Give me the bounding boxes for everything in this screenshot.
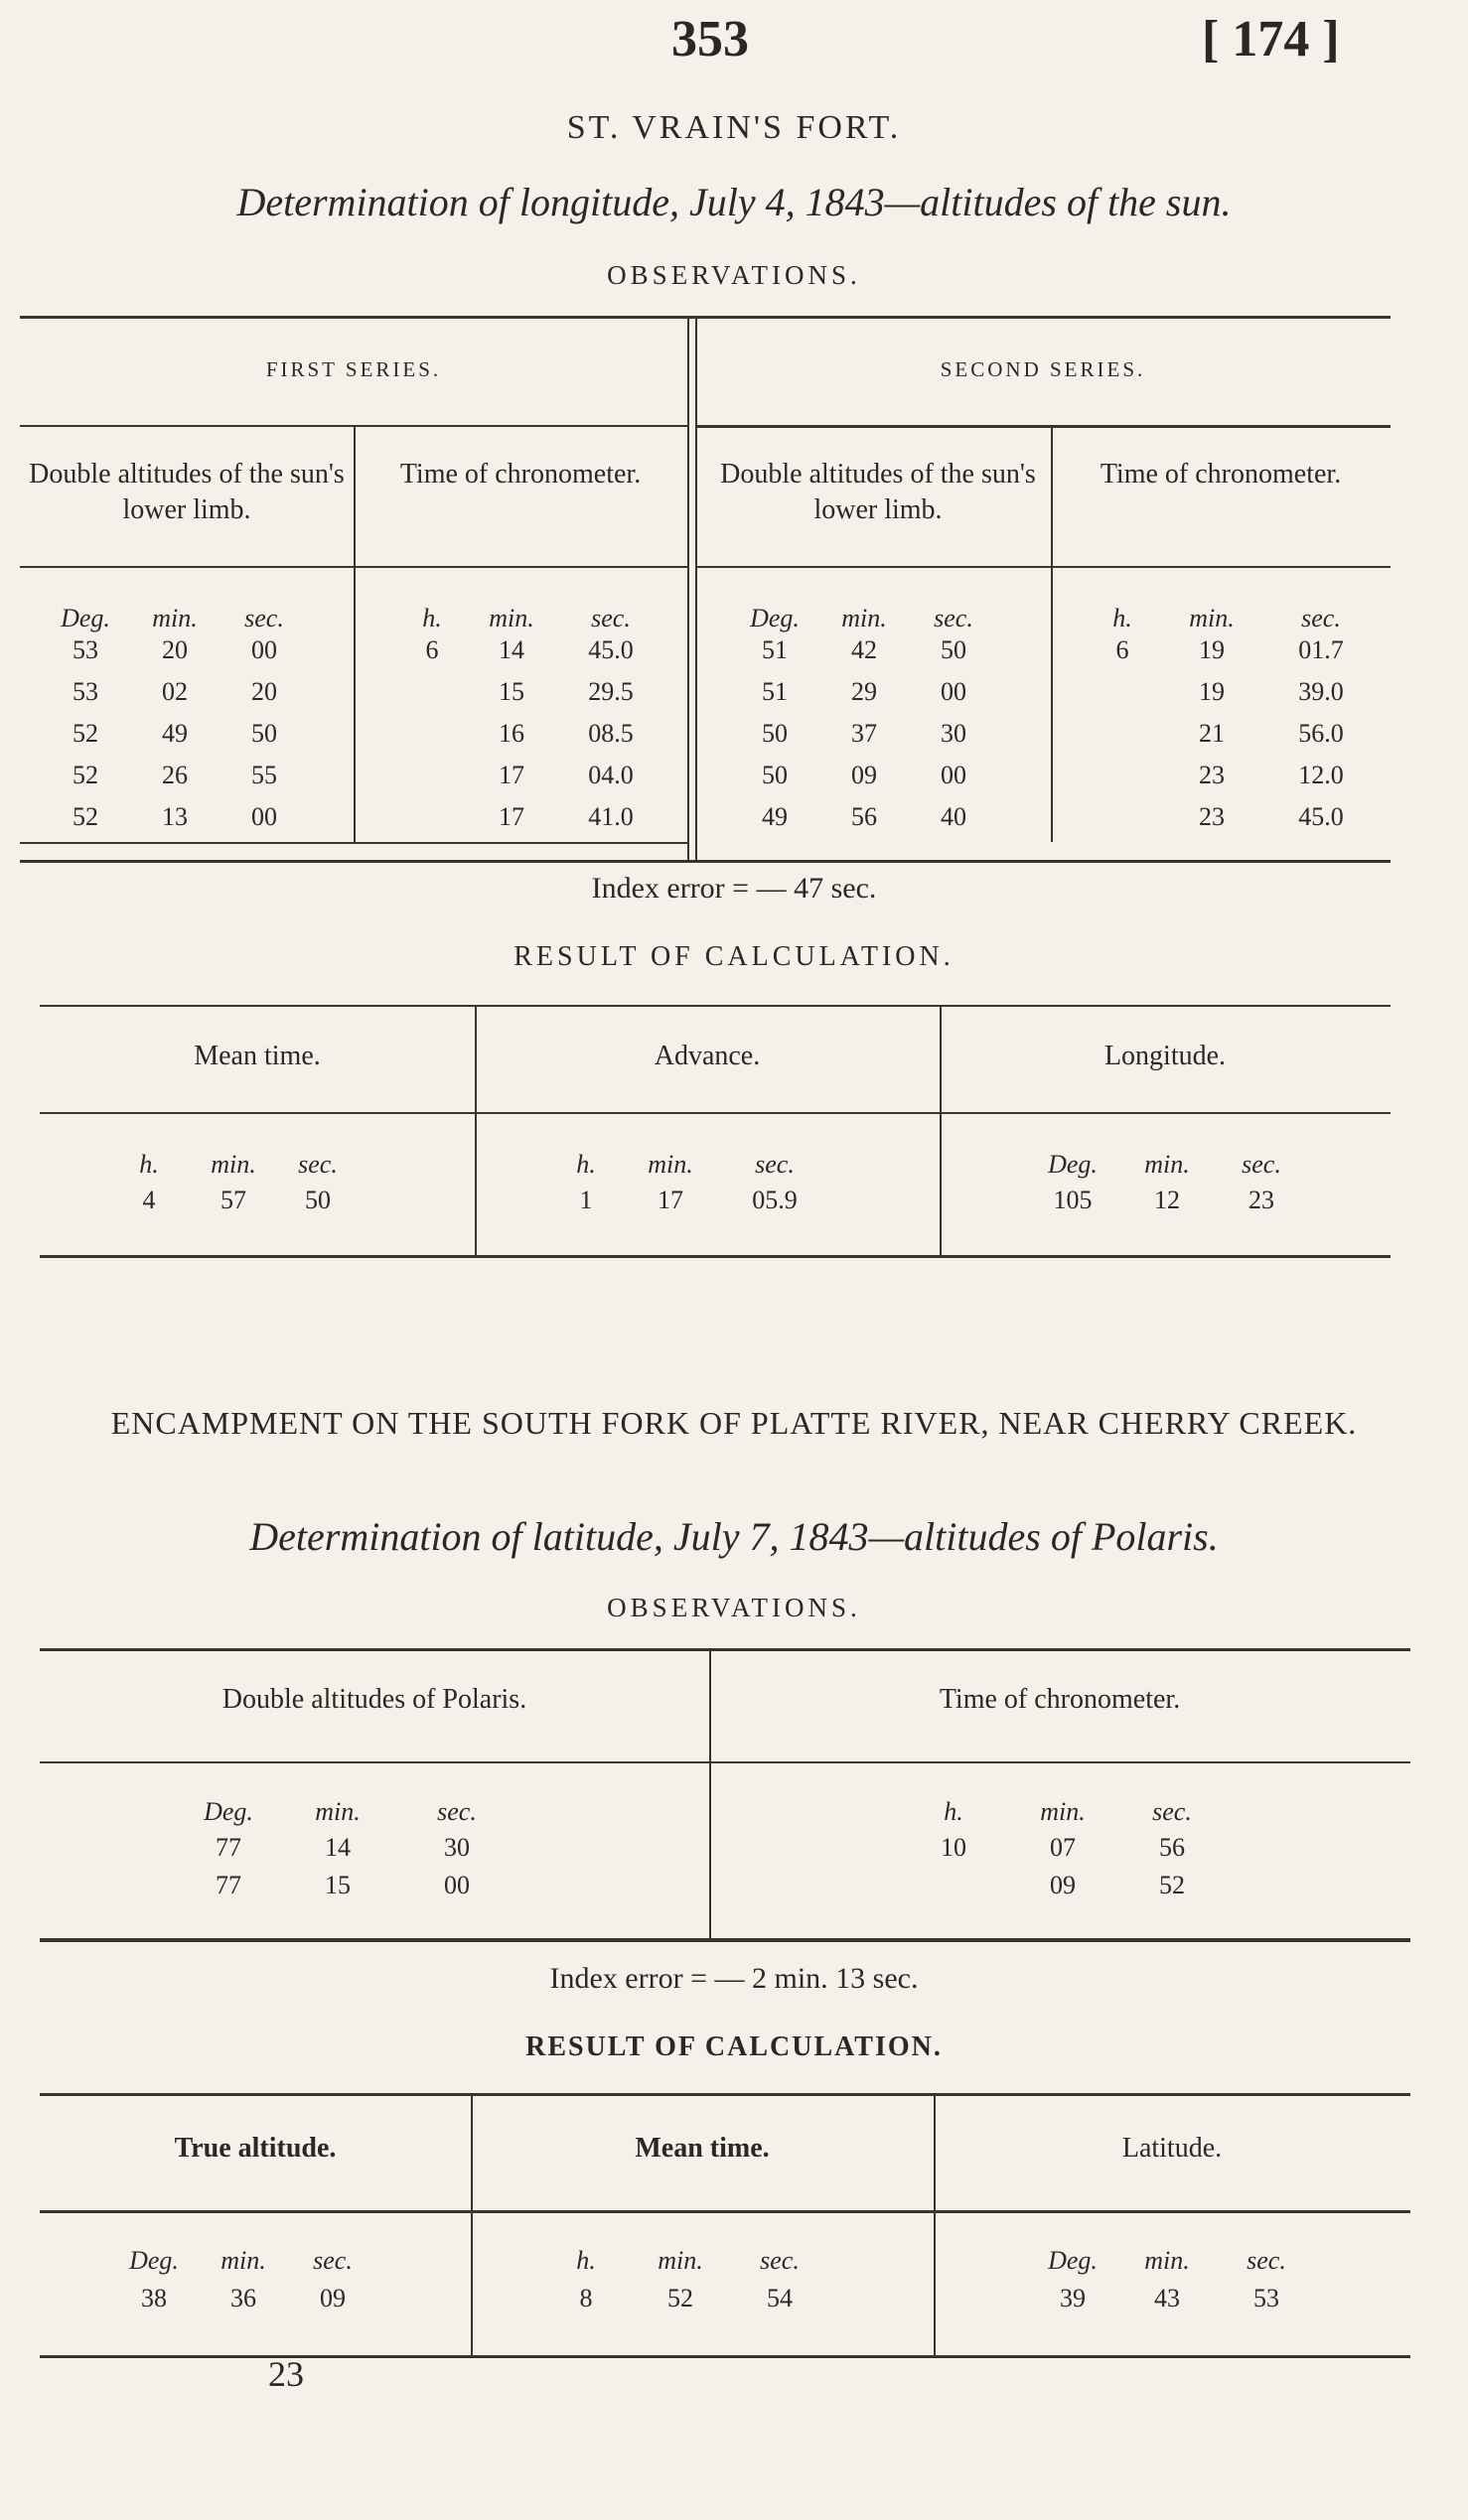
first-time-value: 29.5 [588, 677, 634, 706]
index-error-2: Index error = — 2 min. 13 sec. [549, 1962, 919, 1995]
header-polaris-altitudes: Double altitudes of Polaris. [221, 1684, 527, 1715]
second-time-value: 01.7 [1298, 635, 1344, 664]
first-series-label: FIRST SERIES. [265, 357, 442, 381]
result-header-longitude: Longitude. [1103, 1041, 1227, 1071]
second-time-value: 23 [1199, 761, 1225, 789]
result-value: 17 [658, 1186, 683, 1214]
second-altitude-value: 00 [941, 761, 966, 789]
result-header-mean-time: Mean time. [635, 2133, 770, 2164]
unit-deg: Deg. [61, 604, 110, 632]
second-altitude-value: 51 [762, 635, 788, 664]
result-value: 12 [1154, 1186, 1180, 1214]
place-heading-2: ENCAMPMENT ON THE SOUTH FORK OF PLATTE RIVER, NEAR CHERRY CREEK. [110, 1405, 1358, 1441]
second-altitude-value: 50 [941, 635, 966, 664]
header-polaris-times: Time of chronometer. [939, 1684, 1181, 1715]
result-value: 57 [220, 1186, 246, 1214]
header-first-times: Time of chronometer. [399, 459, 642, 490]
result-header-latitude: Latitude. [1121, 2133, 1223, 2164]
unit-sec: sec. [1301, 604, 1341, 632]
unit-min: min. [152, 604, 198, 632]
result-unit: min. [220, 2246, 266, 2275]
result-value: 1 [579, 1186, 593, 1214]
unit-deg: Deg. [750, 604, 800, 632]
second-time-value: 19 [1199, 635, 1225, 664]
unit-sec: sec. [244, 604, 284, 632]
result-value: 53 [1253, 2284, 1279, 2312]
polaris-altitude-value: 77 [216, 1871, 241, 1899]
result-unit: Deg. [129, 2246, 179, 2275]
result-value: 4 [142, 1186, 156, 1214]
second-altitude-value: 50 [762, 761, 788, 789]
second-time-value: 56.0 [1298, 719, 1344, 748]
result-unit: h. [576, 1150, 596, 1179]
first-altitude-value: 20 [251, 677, 277, 706]
first-altitude-value: 50 [251, 719, 277, 748]
unit-sec: sec. [591, 604, 631, 632]
second-altitude-value: 56 [851, 802, 877, 831]
first-time-value: 17 [499, 802, 524, 831]
first-time-value: 04.0 [588, 761, 634, 789]
result-unit: Deg. [1048, 1150, 1098, 1179]
result-header-true-altitude: True altitude. [174, 2133, 337, 2164]
second-time-value: 21 [1199, 719, 1225, 748]
first-altitude-value: 00 [251, 802, 277, 831]
first-time-value: 45.0 [588, 635, 634, 664]
result-unit: sec. [298, 1150, 338, 1179]
result-unit: sec. [755, 1150, 795, 1179]
second-altitude-value: 09 [851, 761, 877, 789]
result-value: 8 [579, 2284, 593, 2312]
polaris-altitude-value: 00 [444, 1871, 470, 1899]
first-altitude-value: 00 [251, 635, 277, 664]
first-altitude-value: 02 [162, 677, 188, 706]
first-time-value: 15 [499, 677, 524, 706]
first-altitude-value: 53 [73, 635, 98, 664]
page-number-right: [ 174 ] [1202, 11, 1340, 68]
second-time-value: 19 [1199, 677, 1225, 706]
first-altitude-value: 52 [73, 761, 98, 789]
result-value: 50 [305, 1186, 331, 1214]
result-value: 39 [1060, 2284, 1086, 2312]
unit-sec: sec. [934, 604, 973, 632]
second-altitude-value: 30 [941, 719, 966, 748]
polaris-time-value: 09 [1050, 1871, 1076, 1899]
result-unit: min. [648, 1150, 693, 1179]
result-value: 54 [767, 2284, 793, 2312]
second-altitude-value: 40 [941, 802, 966, 831]
unit-min: min. [1189, 604, 1235, 632]
header-first-altitudes: Double altitudes of the sun's lower limb. [29, 459, 345, 526]
unit-h: h. [422, 604, 442, 632]
second-altitude-value: 51 [762, 677, 788, 706]
result-value: 43 [1154, 2284, 1180, 2312]
first-altitude-value: 20 [162, 635, 188, 664]
unit-sec: sec. [1152, 1797, 1192, 1826]
unit-min: min. [315, 1797, 361, 1826]
result-label-2: RESULT OF CALCULATION. [525, 2031, 943, 2062]
first-altitude-value: 26 [162, 761, 188, 789]
polaris-time-value: 52 [1159, 1871, 1185, 1899]
result-unit: sec. [1247, 2246, 1286, 2275]
first-time-value: 08.5 [588, 719, 634, 748]
result-value: 09 [320, 2284, 346, 2312]
polaris-time-value: 10 [941, 1833, 966, 1862]
first-time-value: 6 [425, 635, 439, 664]
result-value: 38 [141, 2284, 167, 2312]
first-time-value: 14 [499, 635, 524, 664]
unit-sec: sec. [437, 1797, 477, 1826]
place-heading: ST. VRAIN'S FORT. [566, 109, 902, 146]
page-number-left: 353 [671, 11, 749, 68]
footer-number: 23 [268, 2354, 304, 2394]
second-altitude-value: 29 [851, 677, 877, 706]
header-second-times: Time of chronometer. [1100, 459, 1342, 490]
first-altitude-value: 13 [162, 802, 188, 831]
unit-deg: Deg. [204, 1797, 253, 1826]
unit-min: min. [489, 604, 534, 632]
result-value: 105 [1053, 1186, 1093, 1214]
polaris-altitude-value: 14 [325, 1833, 351, 1862]
observations-label-2: OBSERVATIONS. [607, 1593, 861, 1622]
result-unit: h. [139, 1150, 159, 1179]
result-unit: min. [658, 2246, 703, 2275]
result-unit: min. [211, 1150, 256, 1179]
header-second-altitudes: Double altitudes of the sun's lower limb. [720, 459, 1036, 526]
second-time-value: 12.0 [1298, 761, 1344, 789]
first-altitude-value: 52 [73, 802, 98, 831]
determination-latitude: Determination of latitude, July 7, 1843—altitudes of Polaris. [249, 1514, 1219, 1559]
index-error-1: Index error = — 47 sec. [591, 872, 877, 905]
first-time-value: 41.0 [588, 802, 634, 831]
unit-h: h. [1112, 604, 1132, 632]
second-time-value: 45.0 [1298, 802, 1344, 831]
result-unit: min. [1144, 2246, 1190, 2275]
first-altitude-value: 53 [73, 677, 98, 706]
result-unit: Deg. [1048, 2246, 1098, 2275]
result-header-mean-time: Mean time. [194, 1041, 321, 1071]
first-time-value: 16 [499, 719, 524, 748]
polaris-altitude-value: 77 [216, 1833, 241, 1862]
determination-longitude: Determination of longitude, July 4, 1843—altitudes of the sun. [236, 180, 1232, 224]
first-altitude-value: 49 [162, 719, 188, 748]
polaris-time-value: 56 [1159, 1833, 1185, 1862]
result-header-advance: Advance. [654, 1041, 761, 1071]
first-altitude-value: 55 [251, 761, 277, 789]
first-time-value: 17 [499, 761, 524, 789]
second-series-label: SECOND SERIES. [940, 357, 1146, 381]
result-unit: sec. [1242, 1150, 1281, 1179]
polaris-altitude-value: 30 [444, 1833, 470, 1862]
first-altitude-value: 52 [73, 719, 98, 748]
second-time-value: 23 [1199, 802, 1225, 831]
result-value: 52 [667, 2284, 693, 2312]
observations-label-1: OBSERVATIONS. [607, 260, 861, 290]
result-value: 05.9 [752, 1186, 798, 1214]
result-value: 23 [1248, 1186, 1274, 1214]
second-altitude-value: 49 [762, 802, 788, 831]
result-unit: h. [576, 2246, 596, 2275]
unit-min: min. [841, 604, 887, 632]
result-unit: sec. [760, 2246, 800, 2275]
second-altitude-value: 42 [851, 635, 877, 664]
second-time-value: 6 [1115, 635, 1129, 664]
second-altitude-value: 00 [941, 677, 966, 706]
second-altitude-value: 37 [851, 719, 877, 748]
second-time-value: 39.0 [1298, 677, 1344, 706]
second-altitude-value: 50 [762, 719, 788, 748]
unit-h: h. [944, 1797, 963, 1826]
result-unit: sec. [313, 2246, 353, 2275]
unit-min: min. [1040, 1797, 1086, 1826]
result-label-1: RESULT OF CALCULATION. [514, 941, 954, 972]
polaris-time-value: 07 [1050, 1833, 1076, 1862]
result-unit: min. [1144, 1150, 1190, 1179]
result-value: 36 [230, 2284, 256, 2312]
polaris-altitude-value: 15 [325, 1871, 351, 1899]
